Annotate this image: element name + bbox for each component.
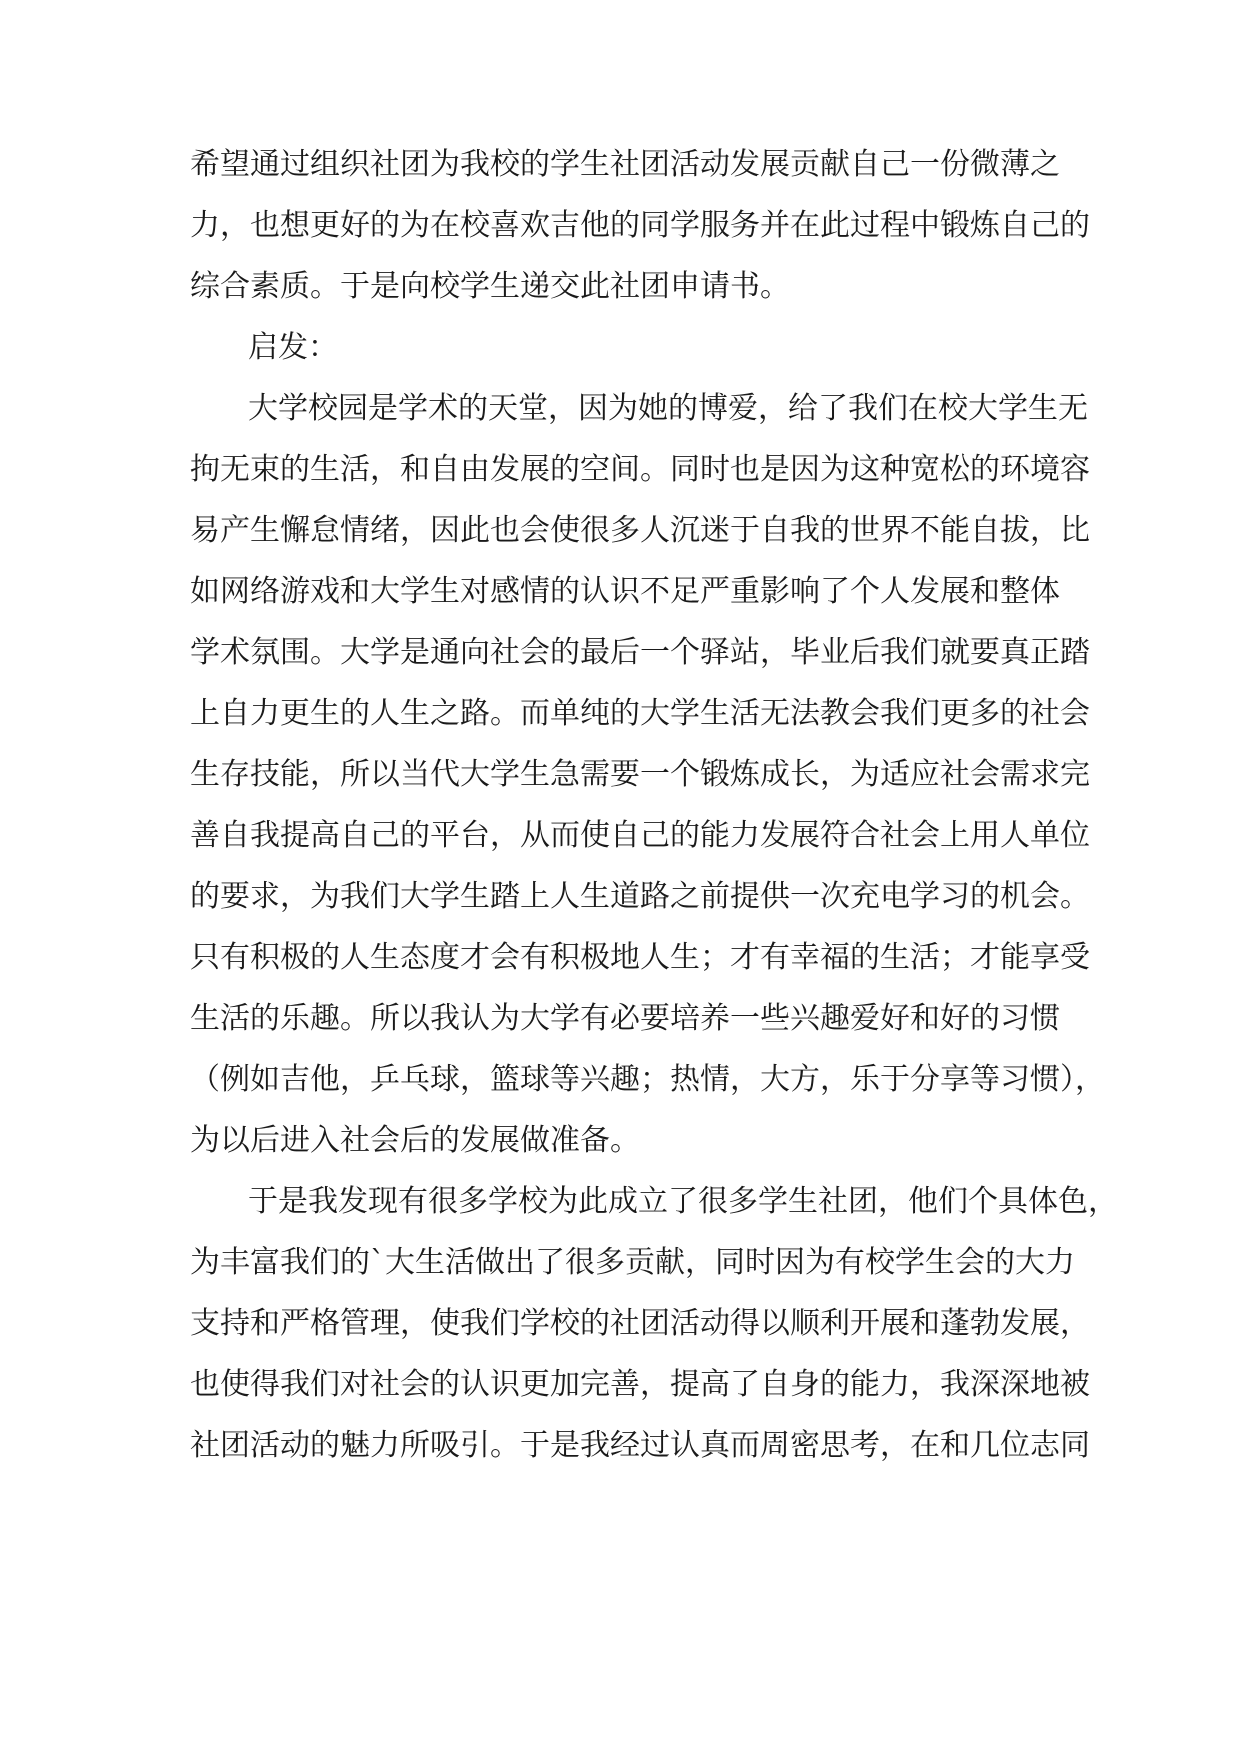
section-heading: 启发： [248,330,338,365]
text-line: 易产生懈怠情绪，因此也会使很多人沉迷于自我的世界不能自拔，比 [190,513,1090,548]
text-line: 为以后进入社会后的发展做准备。 [190,1123,640,1158]
text-line: 如网络游戏和大学生对感情的认识不足严重影响了个人发展和整体 [190,574,1060,609]
text-line: 社团活动的魅力所吸引。于是我经过认真而周密思考，在和几位志同 [190,1428,1090,1463]
text-line: 大学校园是学术的天堂，因为她的博爱，给了我们在校大学生无 [248,391,1088,426]
text-line: 力，也想更好的为在校喜欢吉他的同学服务并在此过程中锻炼自己的 [190,208,1090,243]
text-line: 生活的乐趣。所以我认为大学有必要培养一些兴趣爱好和好的习惯 [190,1001,1060,1036]
text-line: 于是我发现有很多学校为此成立了很多学生社团，他们个具体色， [248,1184,1118,1219]
text-line: 支持和严格管理，使我们学校的社团活动得以顺利开展和蓬勃发展， [190,1306,1090,1341]
text-line: 为丰富我们的`大生活做出了很多贡献，同时因为有校学生会的大力 [190,1245,1075,1280]
text-line: 也使得我们对社会的认识更加完善，提高了自身的能力，我深深地被 [190,1367,1090,1402]
text-line: 希望通过组织社团为我校的学生社团活动发展贡献自己一份微薄之 [190,147,1060,182]
text-line: 生存技能，所以当代大学生急需要一个锻炼成长，为适应社会需求完 [190,757,1090,792]
text-line: 学术氛围。大学是通向社会的最后一个驿站，毕业后我们就要真正踏 [190,635,1090,670]
text-line: 综合素质。于是向校学生递交此社团申请书。 [190,269,790,304]
text-line: 上自力更生的人生之路。而单纯的大学生活无法教会我们更多的社会 [190,696,1090,731]
text-line: 只有积极的人生态度才会有积极地人生；才有幸福的生活；才能享受 [190,940,1090,975]
text-line: 善自我提高自己的平台，从而使自己的能力发展符合社会上用人单位 [190,818,1090,853]
text-line: 的要求，为我们大学生踏上人生道路之前提供一次充电学习的机会。 [190,879,1090,914]
text-line: 拘无束的生活，和自由发展的空间。同时也是因为这种宽松的环境容 [190,452,1090,487]
text-line: （例如吉他，乒乓球，篮球等兴趣；热情，大方，乐于分享等习惯）， [190,1062,1105,1097]
